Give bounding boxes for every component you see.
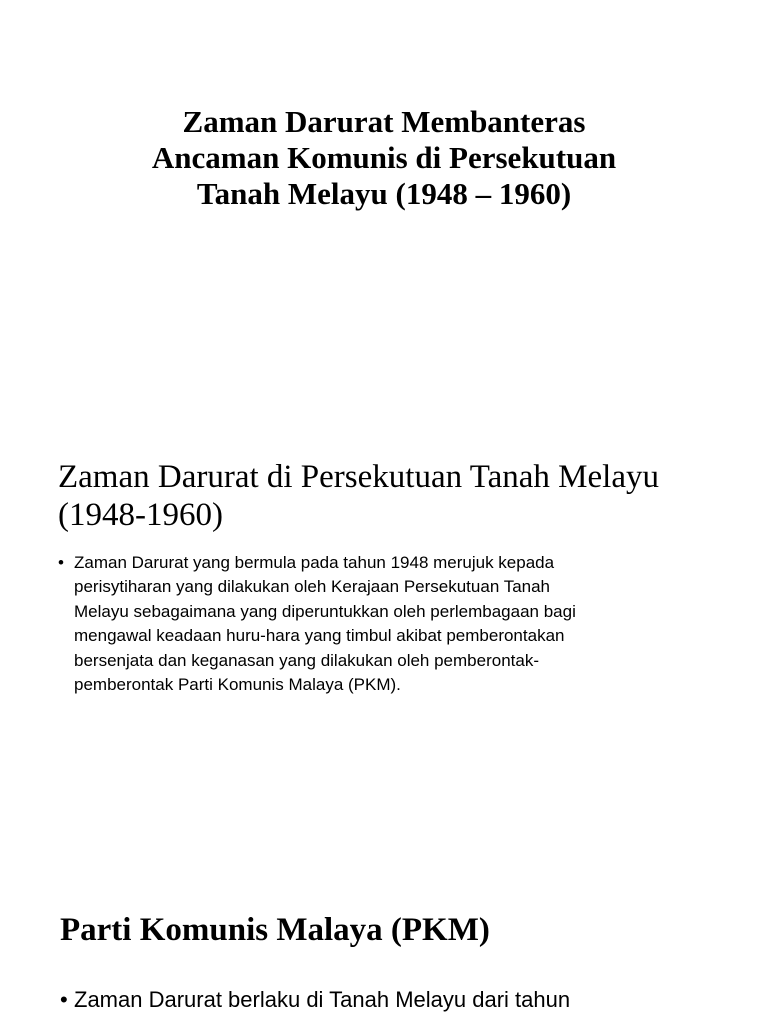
bullet-line: mengawal keadaan huru-hara yang timbul akibat pemberontakan xyxy=(74,626,565,646)
bullet-line: Zaman Darurat berlaku di Tanah Melayu dari tahun xyxy=(74,987,571,1012)
bullet-line: bersenjata dan keganasan yang dilakukan oleh pemberontak- xyxy=(74,650,539,670)
bullet-icon: • xyxy=(58,553,64,572)
title-line: Zaman Darurat Membanteras xyxy=(182,104,586,139)
slide-zaman-darurat xyxy=(0,430,768,890)
title-line: Tanah Melayu (1948 – 1960) xyxy=(196,176,572,211)
bullet-line: Melayu sebagaimana yang diperuntukkan oleh perlembagaan bagi xyxy=(74,601,576,621)
bullet-text xyxy=(74,984,750,1016)
slide-pkm xyxy=(0,890,768,1024)
bullet-line: pemberontak Parti Komunis Malaya (PKM). xyxy=(74,675,401,695)
bullet-icon: • xyxy=(60,987,68,1012)
title-line: Ancaman Komunis di Persekutuan xyxy=(151,140,617,175)
slide-heading xyxy=(58,458,748,534)
presentation-title xyxy=(84,104,684,212)
bullet-list xyxy=(58,551,698,697)
bullet-line: Zaman Darurat yang bermula pada tahun 1948 merujuk kepada xyxy=(74,553,555,572)
bullet-line: perisytiharan yang dilakukan oleh Kerajaan Persekutuan Tanah xyxy=(74,577,551,597)
heading-line: Zaman Darurat di Persekutuan Tanah Melayu xyxy=(58,459,659,495)
slide-heading: Parti Komunis Malaya (PKM) xyxy=(60,912,490,948)
bullet-list xyxy=(60,984,750,1016)
slide-title xyxy=(0,0,768,430)
heading-line: (1948-1960) xyxy=(58,497,223,533)
bullet-item xyxy=(58,551,698,697)
bullet-item xyxy=(60,984,750,1016)
bullet-text xyxy=(74,551,698,697)
